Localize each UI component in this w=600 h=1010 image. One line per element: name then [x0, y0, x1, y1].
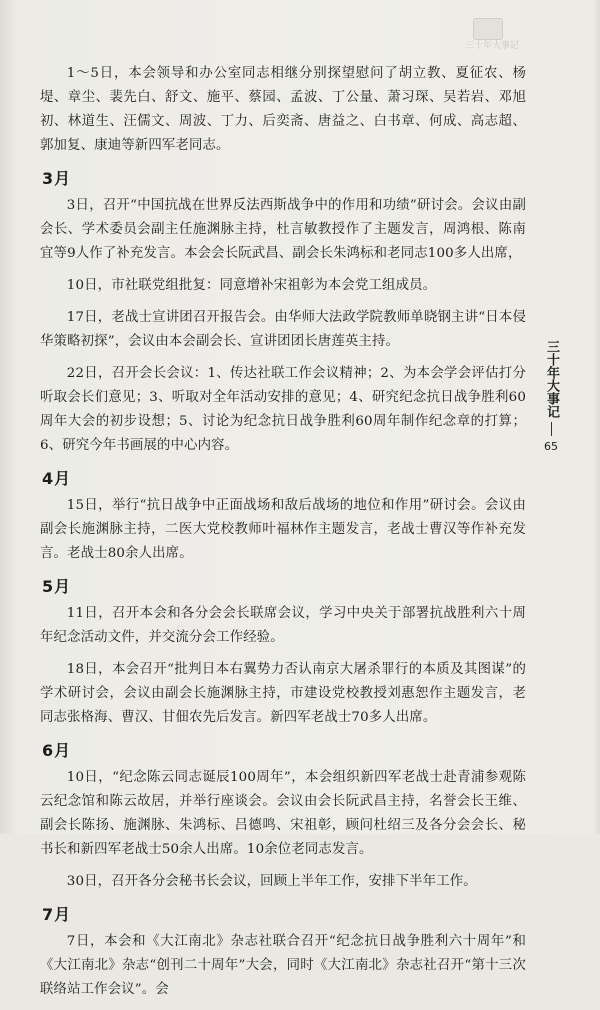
event-entry: 30日，召开各分会秘书长会议，回顾上半年工作，安排下半年工作。: [66, 874, 477, 889]
month-heading: 4月: [42, 469, 72, 488]
page-number: 65: [544, 440, 558, 453]
event-entry: 7日，本会和《大江南北》杂志社联合召开“纪念抗日战争胜利六十周年”和《大江南北》杂志“创刊二十周年”大会，同时《大江南北》杂志社召开“第十三次联络站工作会议”。会: [40, 934, 526, 997]
section-divider: [551, 422, 552, 436]
event-entry: 18日，本会召开“批判日本右翼势力否认南京大屠杀罪行的本质及其图谋”的学术研讨会，会议由副会长施渊脉主持，市建设党校教授刘惠恕作主题发言，老同志张格海、曹汉、甘佃农先后发言。新四军老战士70多人出席。: [40, 662, 526, 725]
event-entry: 17日，老战士宣讲团召开报告会。由华师大法政学院教师单晓钢主讲“日本侵华策略初探”，会议由本会副会长、宣讲团团长唐莲英主持。: [40, 310, 526, 349]
page-header: [465, 16, 585, 60]
section-marker: [537, 340, 565, 453]
month-heading: 7月: [42, 905, 72, 924]
month-heading: 6月: [42, 741, 72, 760]
month-heading: 5月: [42, 577, 72, 596]
event-entry: 10日，市社联党组批复：同意增补宋祖彰为本会党工组成员。: [66, 278, 437, 293]
event-entry: 3日，召开“中国抗战在世界反法西斯战争中的作用和功绩”研讨会。会议由副会长、学术委员会副主任施渊脉主持，杜言敏教授作了主题发言，周鸿根、陈南宜等9人作了补充发言。本会会长阮武昌、副会长朱鸿标和老同志100多人出席，: [40, 198, 526, 261]
section-title: 三十年大事记: [544, 340, 559, 418]
event-entry: 15日，举行“抗日战争中正面战场和敌后战场的地位和作用”研讨会。会议由副会长施渊脉主持，二医大党校教师叶福林作主题发言，老战士曹汉等作补充发言。老战士80余人出席。: [40, 498, 526, 561]
event-entry: 22日，召开会长会议：1、传达社联工作会议精神；2、为本会学会评估打分听取会长们意见；3、听取对全年活动安排的意见；4、研究纪念抗日战争胜利60周年大会的初步设想；5、讨论为纪念抗日战争胜利60周年制作纪念章的打算；6、研究今年书画展的中心内容。: [40, 366, 526, 453]
month-heading: 3月: [42, 169, 72, 188]
header-logo: [473, 18, 503, 40]
running-title: 三十年大事记: [465, 41, 520, 51]
chronicle-body: [40, 62, 526, 1010]
event-entry: 11日，召开本会和各分会会长联席会议，学习中央关于部署抗战胜利六十周年纪念活动文件，并交流分会工作经验。: [40, 606, 526, 645]
event-entry: 1～5日，本会领导和办公室同志相继分别探望慰问了胡立教、夏征农、杨堤、章尘、裴先白、舒文、施平、蔡园、孟波、丁公量、萧习琛、吴若岩、邓旭初、林道生、汪儒文、周波、丁力、后奕斋、唐益之、白书章、何成、高志超、郭加复、康迪等新四军老同志。: [40, 66, 526, 153]
scan-edge-shadow: [594, 0, 600, 834]
event-entry: 10日，“纪念陈云同志诞辰100周年”，本会组织新四军老战士赴青浦参观陈云纪念馆和陈云故居，并举行座谈会。会议由会长阮武昌主持，名誉会长王维、副会长陈扬、施渊脉、朱鸿标、吕德鸣、宋祖彰，顾问杜绍三及各分会会长、秘书长和新四军老战士50余人出席。10余位老同志发言。: [40, 770, 526, 857]
